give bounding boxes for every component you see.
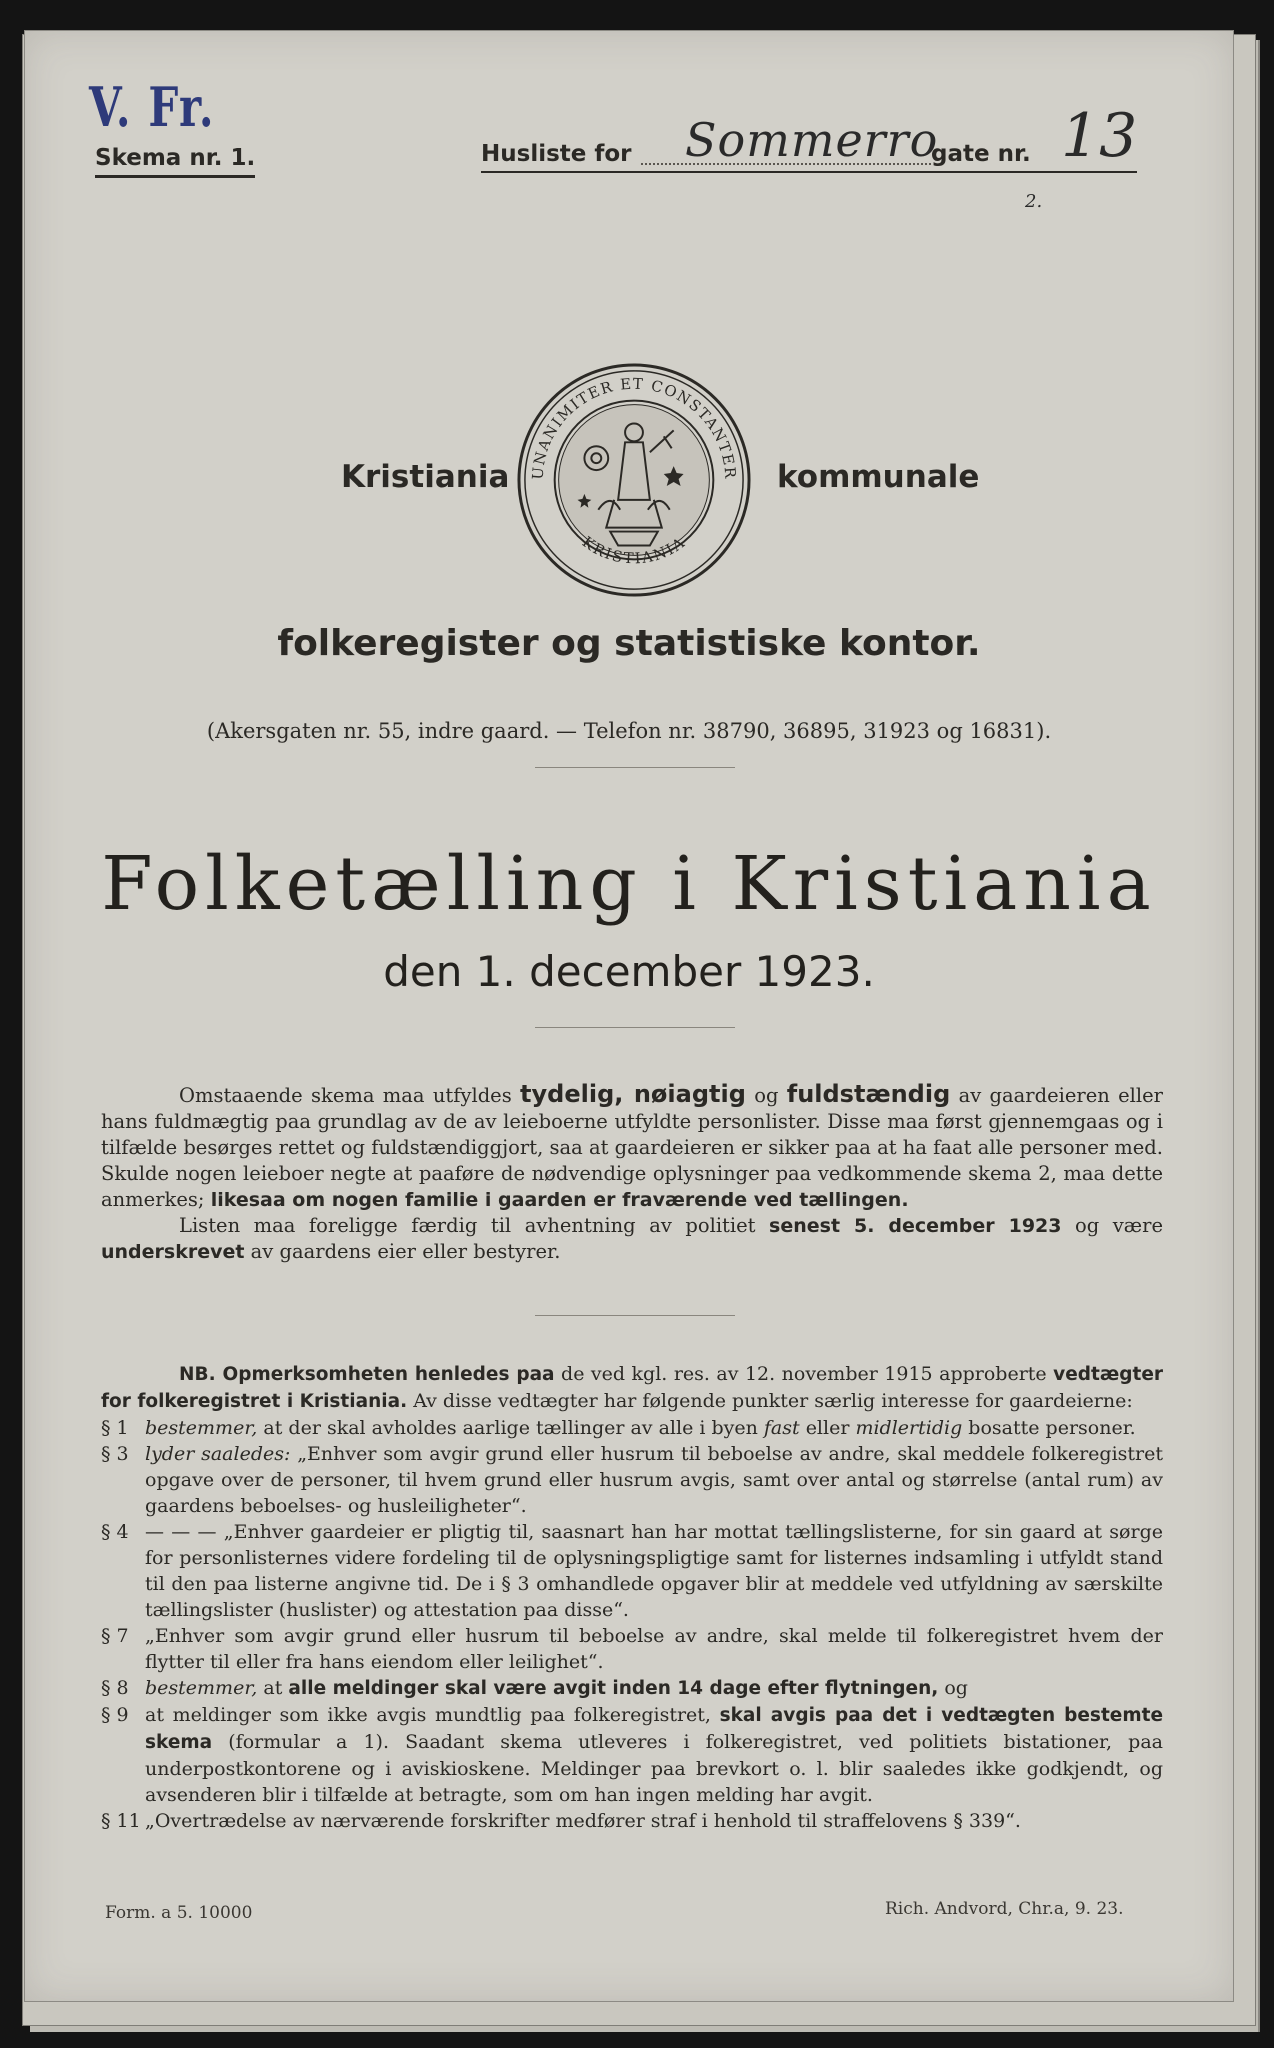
printer-credit: Rich. Andvord, Chr.a, 9. 23. bbox=[885, 1899, 1124, 1919]
rule-text: „Enhver som avgir grund eller husrum til beboelse av andre, skal melde til folkeregistret hvem der flytter til eller fra hans eiendom eller leilighet“. bbox=[145, 1625, 1163, 1673]
institution-address: (Akersgaten nr. 55, indre gaard. — Telefon nr. 38790, 36895, 31923 og 16831). bbox=[206, 719, 1052, 743]
seal-legend-bottom: KRISTIANIA bbox=[578, 532, 690, 568]
institution-name: folkeregister og statistiske kontor. bbox=[277, 623, 981, 664]
rule-emphasis: alle meldinger skal være avgit inden 14 dage efter flytningen, bbox=[288, 1678, 939, 1699]
city-seal-icon bbox=[515, 361, 753, 599]
intro-text: av gaardeieren eller hans fuldmægtig paa grundlag av de av leieboerne utfyldte personlister. Disse maa først gjennemgaas og i tilfælde besørges rettet og fuldstændiggjort, saa at gaardeieren er sikker paa at ha faat alle personer med. Skulde nogen leieboer negte at paaføre de nødvendige oplysninger paa vedkommende skema 2, maa dette anmerkes; bbox=[101, 1084, 1163, 1211]
intro-text: av gaardens eier eller bestyrer. bbox=[250, 1240, 561, 1263]
schema-label: Skema nr. 1. bbox=[95, 145, 255, 178]
rule-text: at bbox=[263, 1677, 283, 1699]
deadline: senest 5. december 1923 bbox=[769, 1215, 1062, 1237]
rule-lead: — — — bbox=[145, 1521, 217, 1543]
rule-number: § 9 bbox=[101, 1704, 129, 1726]
rule-number: § 7 bbox=[101, 1625, 129, 1647]
intro-emphasis: underskrevet bbox=[101, 1241, 245, 1263]
regulations-block bbox=[101, 1361, 1163, 1834]
rule-text: „Enhver som avgir grund eller husrum til beboelse av andre, skal meddele folkeregistret opgave over de personer, til hvem grund eller husrum avgis, samt over antal og størrelse (antal rum) av gaardens beboelses- og husleiligheter“. bbox=[145, 1443, 1164, 1517]
intro-paragraph bbox=[101, 1081, 1163, 1265]
document-date: den 1. december 1923. bbox=[383, 947, 875, 996]
rule-item bbox=[101, 1441, 1163, 1519]
gate-number-handwritten: 13 bbox=[1061, 101, 1138, 171]
rule-number: § 4 bbox=[101, 1521, 129, 1543]
divider bbox=[535, 767, 735, 768]
rule-number: § 1 bbox=[101, 1417, 129, 1439]
nb-paragraph bbox=[101, 1361, 1163, 1415]
rule-lead: bestemmer, bbox=[145, 1677, 258, 1699]
rule-text: „Overtrædelse av nærværende forskrifter medfører straf i henhold til straffelovens § 339“. bbox=[145, 1810, 1021, 1832]
rule-text: „Enhver gaardeier er pligtig til, saasnart han har mottat tællingslisterne, for sin gaard at sørge for personlisternes videre fordeling til de oplysningspligtige samt for listernes indsamling i utfyldt stand til den paa listerne angivne tid. De i § 3 omhandlede opgaver blir at meddele ved utfyldning av særskilte tællingslister (huslister) og attestation paa disse“. bbox=[145, 1521, 1163, 1621]
intro-emphasis: fuldstændig bbox=[786, 1080, 951, 1108]
rule-emphasis: fast bbox=[763, 1417, 800, 1439]
intro-text: Omstaaende skema maa utfyldes bbox=[179, 1084, 512, 1107]
gate-sub-handwritten: 2. bbox=[1025, 191, 1043, 212]
rule-lead: lyder saaledes: bbox=[145, 1443, 291, 1465]
rule-text: at der skal avholdes aarlige tællinger av alle i byen bbox=[263, 1417, 758, 1439]
rule-item bbox=[101, 1675, 1163, 1702]
rule-number: § 3 bbox=[101, 1443, 129, 1465]
divider bbox=[535, 1315, 735, 1316]
form-number: Form. a 5. 10000 bbox=[105, 1903, 253, 1923]
rule-item bbox=[101, 1808, 1163, 1834]
gate-label: gate nr. bbox=[931, 141, 1031, 167]
institution-left-word: Kristiania bbox=[341, 459, 510, 495]
husliste-label: Husliste for bbox=[481, 141, 632, 167]
rule-item bbox=[101, 1415, 1163, 1441]
intro-emphasis: tydelig, nøiagtig bbox=[520, 1080, 746, 1108]
rule-text: at meldinger som ikke avgis mundtlig paa folkeregistret, bbox=[145, 1704, 711, 1726]
intro-text: Listen maa foreligge færdig til avhentning av politiet bbox=[179, 1214, 756, 1237]
census-form-page bbox=[24, 30, 1234, 2002]
nb-text: de ved kgl. res. av 12. november 1915 approberte bbox=[561, 1363, 1047, 1385]
rule-text: bosatte personer. bbox=[968, 1417, 1136, 1439]
rule-number: § 8 bbox=[101, 1677, 129, 1699]
rule-item bbox=[101, 1519, 1163, 1623]
rule-text: eller bbox=[805, 1417, 850, 1439]
rule-emphasis: skal avgis paa det i vedtægten bestemte skema bbox=[145, 1705, 1164, 1753]
rule-text: (formular a 1). Saadant skema utleveres i folkeregistret, ved politiets bistationer, paa underpostkontorene og i aviskioskene. Meldinger paa brevkort o. l. blir saaledes ikke godkjendt, og avsenderen blir i tilfælde at betragte, som om han ingen melding har avgit. bbox=[145, 1731, 1164, 1806]
rule-lead: bestemmer, bbox=[145, 1417, 258, 1439]
rule-item bbox=[101, 1623, 1163, 1675]
rule-item bbox=[101, 1702, 1163, 1808]
intro-text: og være bbox=[1075, 1214, 1163, 1237]
rule-emphasis: midlertidig bbox=[855, 1417, 963, 1439]
divider bbox=[535, 1027, 735, 1028]
intro-emphasis: likesaa om nogen familie i gaarden er fraværende ved tællingen. bbox=[210, 1189, 909, 1211]
nb-emphasis: vedtægter for folkeregistret i Kristiania. bbox=[101, 1364, 1163, 1412]
intro-text: og bbox=[754, 1084, 779, 1107]
rule-text: og bbox=[944, 1677, 968, 1699]
document-title: Folketælling i Kristiania bbox=[101, 841, 1157, 927]
corner-stamp: V. Fr. bbox=[89, 75, 216, 139]
rule-number: § 11 bbox=[101, 1810, 141, 1832]
nb-text: Av disse vedtægter har følgende punkter særlig interesse for gaardeierne: bbox=[413, 1390, 1133, 1412]
seal-legend-top: UNANIMITER ET CONSTANTER bbox=[528, 374, 740, 481]
street-name-handwritten: Sommerro bbox=[685, 113, 939, 167]
institution-right-word: kommunale bbox=[777, 459, 980, 495]
nb-lead: NB. Opmerksomheten henledes paa bbox=[179, 1364, 555, 1385]
